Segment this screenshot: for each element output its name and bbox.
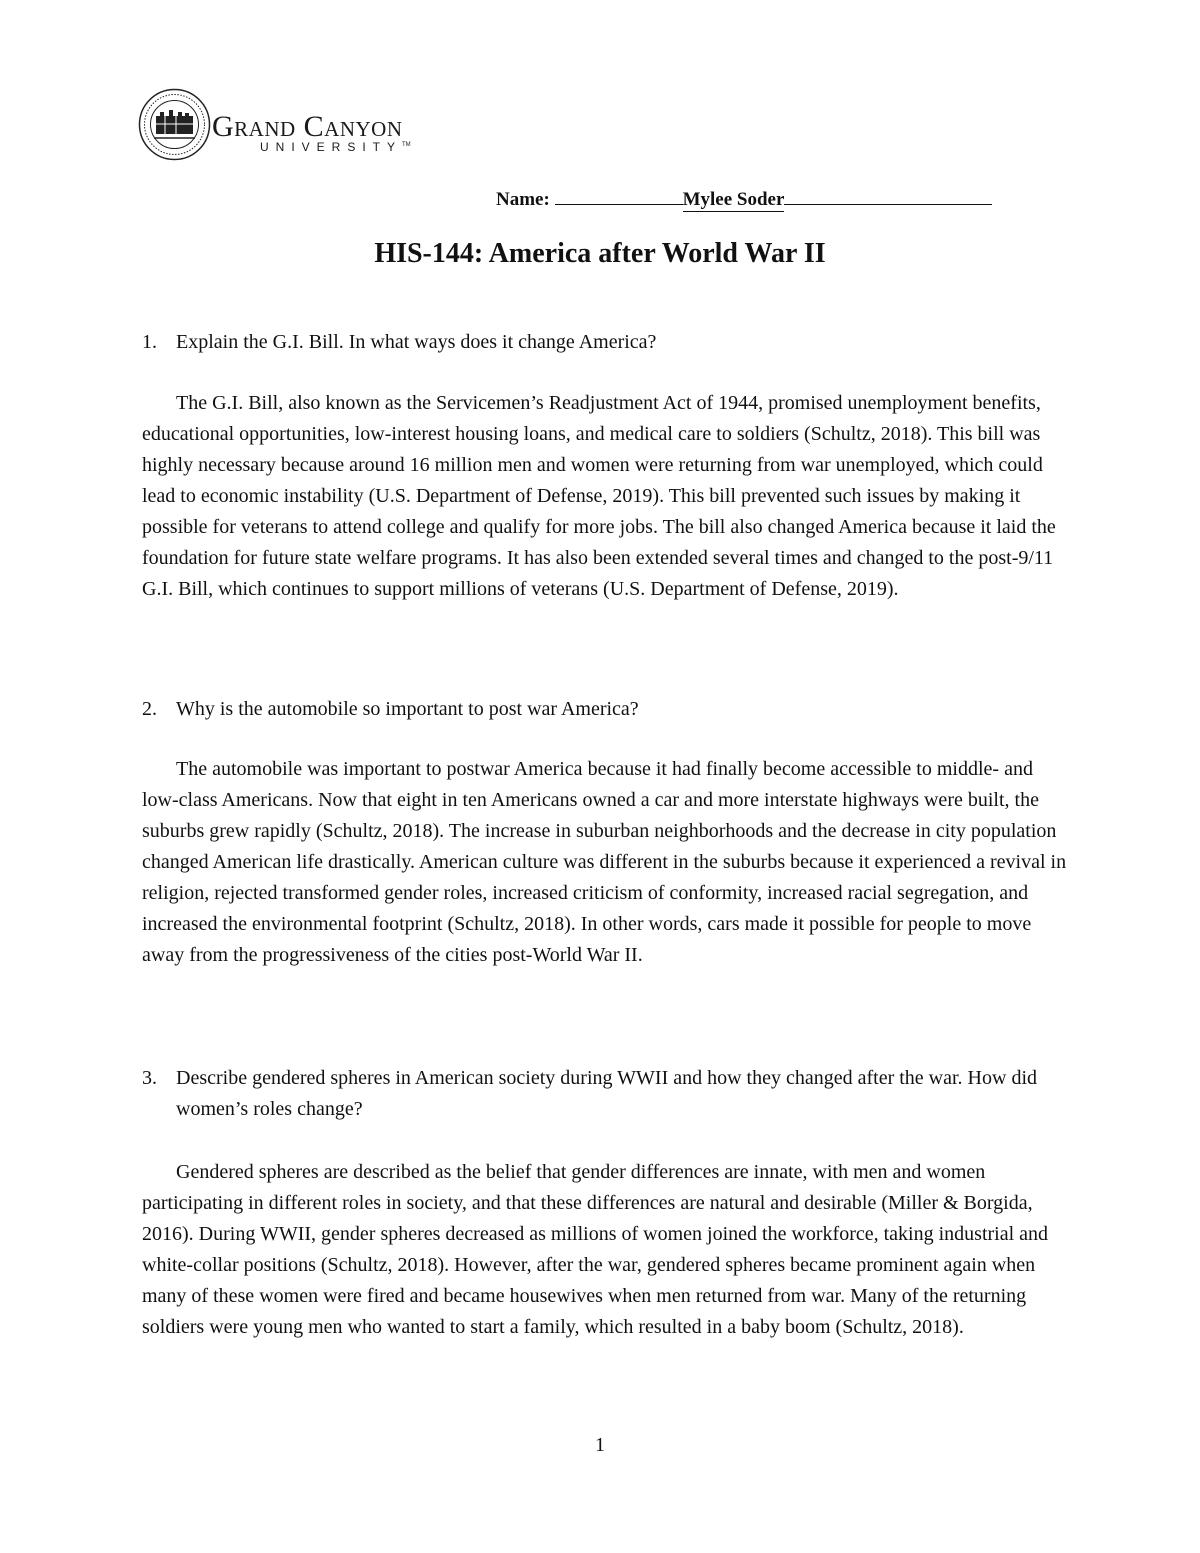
university-seal-icon — [138, 88, 211, 161]
question-text: Describe gendered spheres in American society during WWII and how they changed after the war. How did women’s roles change? — [176, 1067, 1037, 1120]
answer-2: The automobile was important to postwar America because it had finally become accessible to middle- and low-class Americans. Now that eight in ten Americans owned a car and more interstate highways were built, the suburbs grew rapidly (Schultz, 2018). The increase in suburban neighborhoods and the decrease in city population changed American life drastically. American culture was different in the suburbs because it experienced a revival in religion, rejected transformed gender roles, increased criticism of conformity, increased racial segregation, and increased the environmental footprint (Schultz, 2018). In other words, cars made it possible for people to move away from the progressiveness of the cities post-World War II. — [142, 758, 1067, 966]
name-value: Mylee Soder — [682, 189, 785, 210]
logo-title: Grand Canyon — [212, 110, 403, 143]
answer-3: Gendered spheres are described as the belief that gender differences are innate, with men and women participating in different roles in society, and that these differences are natural and desirable (Miller & Borgida, 2016). During WWII, gender spheres decreased as millions of women joined the workforce, taking industrial and white-collar positions (Schultz, 2018). However, after the war, gendered spheres became prominent again when many of these women were fired and became housewives when men returned from war. Many of the returning soldiers were young men who wanted to start a family, which resulted in a baby boom (Schultz, 2018). — [142, 1161, 1049, 1338]
question-3 — [142, 1063, 1072, 1125]
logo-trademark: TM — [402, 142, 411, 148]
question-text: Explain the G.I. Bill. In what ways does it change America? — [176, 331, 657, 353]
page-number: 1 — [595, 1434, 605, 1456]
question-number: 2. — [142, 698, 157, 720]
name-label: Name: — [496, 189, 550, 210]
question-1 — [142, 327, 1072, 358]
name-blank-right — [784, 186, 992, 205]
question-2 — [142, 694, 1072, 725]
university-logo — [138, 88, 458, 163]
page-title: HIS-144: America after World War II — [374, 238, 826, 269]
logo-subtitle: UNIVERSITY™ — [260, 140, 411, 154]
name-blank-left — [555, 186, 683, 205]
answer-1: The G.I. Bill, also known as the Servicemen’s Readjustment Act of 1944, promised unemployment benefits, educational opportunities, low-interest housing loans, and medical care to soldiers (Schultz, 2018). This bill was highly necessary because around 16 million men and women were returning from war unemployed, which could lead to economic instability (U.S. Department of Defense, 2019). This bill prevented such issues by making it possible for veterans to attend college and qualify for more jobs. The bill also changed America because it laid the foundation for future state welfare programs. It has also been extended several times and changed to the post-9/11 G.I. Bill, which continues to support millions of veterans (U.S. Department of Defense, 2019). — [142, 392, 1056, 600]
question-number: 1. — [142, 331, 157, 353]
question-text: Why is the automobile so important to post war America? — [176, 698, 639, 720]
question-number: 3. — [142, 1067, 157, 1089]
name-field — [496, 186, 992, 212]
